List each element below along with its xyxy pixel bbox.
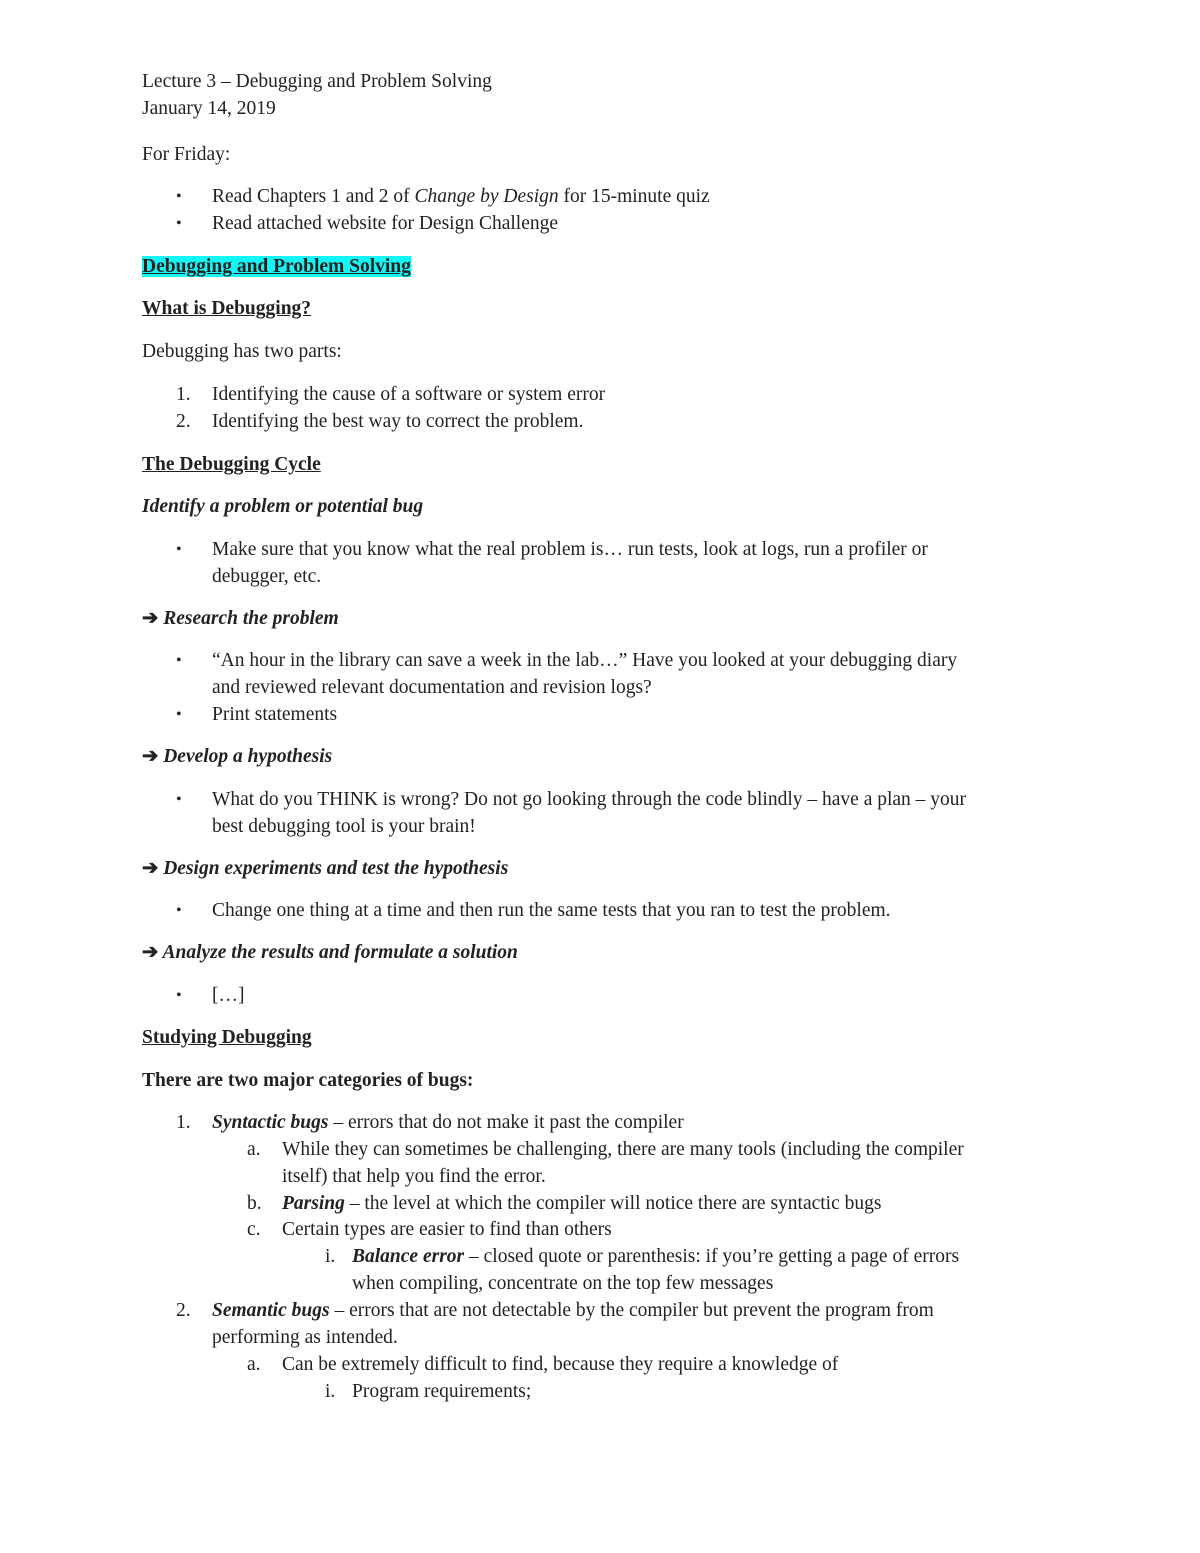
step-experiments-heading: ➔ Design experiments and test the hypothesis [142, 858, 509, 879]
arrow-right-icon: ➔ [142, 608, 159, 629]
step-hypothesis-heading: ➔ Develop a hypothesis [142, 746, 333, 767]
what-item-2: Identifying the best way to correct the problem. [212, 411, 584, 432]
book-title: Change by Design [414, 186, 559, 207]
step-identify-bullet-line2: debugger, etc. [212, 566, 322, 587]
bullet-icon: • [176, 652, 182, 669]
semantic-bugs-item-line2: performing as intended. [212, 1327, 398, 1348]
arrow-right-icon: ➔ [142, 746, 159, 767]
step-hypothesis-bullet-line2: best debugging tool is your brain! [212, 816, 476, 837]
bug-categories-heading: There are two major categories of bugs: [142, 1070, 474, 1091]
list-letter: a. [247, 1354, 261, 1375]
bullet-icon: • [176, 902, 182, 919]
step-research-heading: ➔ Research the problem [142, 608, 339, 629]
list-letter: b. [247, 1193, 262, 1214]
syntactic-b: Parsing – the level at which the compiler will notice there are syntactic bugs [282, 1193, 882, 1214]
bullet-icon: • [176, 188, 182, 205]
list-number: 2. [176, 411, 191, 432]
what-item-1: Identifying the cause of a software or system error [212, 384, 606, 405]
bullet-icon: • [176, 541, 182, 558]
for-friday-heading: For Friday: [142, 144, 231, 165]
step-research-bullet2: Print statements [212, 704, 338, 725]
debugging-cycle-heading: The Debugging Cycle [142, 454, 321, 475]
step-analyze-heading: ➔ Analyze the results and formulate a solution [142, 942, 518, 963]
syntactic-c-i-line1: Balance error – closed quote or parenthesis: if you’re getting a page of errors [352, 1246, 960, 1267]
semantic-bugs-item-line1: Semantic bugs – errors that are not detectable by the compiler but prevent the program from [212, 1300, 934, 1321]
bullet-icon: • [176, 791, 182, 808]
friday-item-1: Read Chapters 1 and 2 of Change by Design for 15-minute quiz [212, 186, 710, 207]
section-title: Debugging and Problem Solving [142, 256, 411, 277]
friday-item-2: Read attached website for Design Challenge [212, 213, 559, 234]
debugging-intro: Debugging has two parts: [142, 341, 342, 362]
list-number: 1. [176, 384, 191, 405]
what-is-debugging-heading: What is Debugging? [142, 298, 312, 319]
list-roman: i. [325, 1246, 336, 1267]
syntactic-a-line1: While they can sometimes be challenging, there are many tools (including the compiler [282, 1139, 964, 1160]
semantic-a-i: Program requirements; [352, 1381, 532, 1402]
syntactic-bugs-item: Syntactic bugs – errors that do not make it past the compiler [212, 1112, 684, 1133]
bullet-icon: • [176, 215, 182, 232]
list-number: 1. [176, 1112, 191, 1133]
list-number: 2. [176, 1300, 191, 1321]
step-identify-bullet-line1: Make sure that you know what the real problem is… run tests, look at logs, run a profiler or [212, 539, 928, 560]
step-research-bullet1-line1: “An hour in the library can save a week in the lab…” Have you looked at your debugging diary [212, 650, 958, 671]
arrow-right-icon: ➔ [142, 942, 159, 963]
step-analyze-bullet: […] [212, 985, 245, 1006]
bullet-icon: • [176, 987, 182, 1004]
syntactic-c: Certain types are easier to find than others [282, 1219, 612, 1240]
list-letter: a. [247, 1139, 261, 1160]
studying-debugging-heading: Studying Debugging [142, 1027, 312, 1048]
step-hypothesis-bullet-line1: What do you THINK is wrong? Do not go looking through the code blindly – have a plan – your [212, 789, 967, 810]
step-identify-heading: Identify a problem or potential bug [142, 496, 424, 517]
lecture-title: Lecture 3 – Debugging and Problem Solving [142, 71, 492, 92]
bullet-icon: • [176, 706, 182, 723]
syntactic-a-line2: itself) that help you find the error. [282, 1166, 546, 1187]
step-research-bullet1-line2: and reviewed relevant documentation and revision logs? [212, 677, 652, 698]
syntactic-c-i-line2: when compiling, concentrate on the top few messages [352, 1273, 774, 1294]
step-experiments-bullet: Change one thing at a time and then run the same tests that you ran to test the problem. [212, 900, 891, 921]
list-letter: c. [247, 1219, 261, 1240]
arrow-right-icon: ➔ [142, 858, 159, 879]
list-roman: i. [325, 1381, 336, 1402]
lecture-date: January 14, 2019 [142, 98, 276, 119]
semantic-a: Can be extremely difficult to find, because they require a knowledge of [282, 1354, 839, 1375]
